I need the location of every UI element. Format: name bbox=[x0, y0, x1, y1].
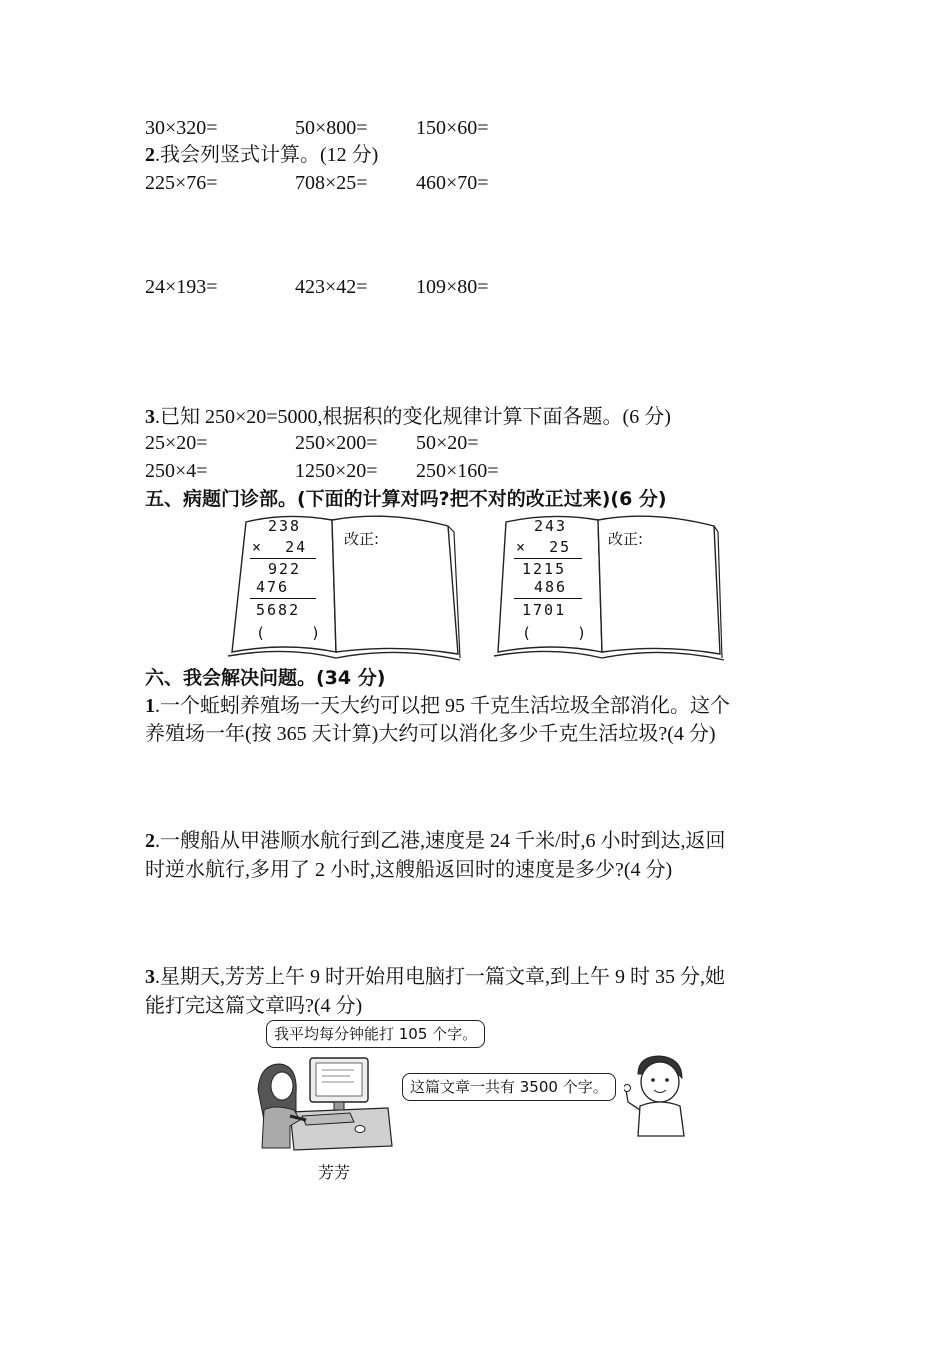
expression: 24×193= bbox=[145, 276, 218, 298]
girl-at-computer-illustration bbox=[250, 1050, 400, 1155]
expression: 50×800= bbox=[295, 117, 368, 139]
answer-paren[interactable]: ( ) bbox=[256, 624, 323, 642]
question-number: 2 bbox=[145, 144, 155, 166]
calc-line: 476 bbox=[256, 578, 290, 596]
girl-name-caption: 芳芳 bbox=[318, 1163, 351, 1182]
expression: 460×70= bbox=[416, 172, 489, 194]
question-number: 3 bbox=[145, 406, 155, 428]
expression: 25×20= bbox=[145, 432, 208, 454]
expression: 250×200= bbox=[295, 432, 378, 454]
calc-line: 1215 bbox=[522, 560, 567, 578]
question-number: 2 bbox=[145, 830, 155, 852]
problem-text: .一个蚯蚓养殖场一天大约可以把 95 千克生活垃圾全部消化。这个 bbox=[155, 695, 730, 717]
section-6-heading: 六、我会解决问题。(34 分) bbox=[145, 667, 386, 689]
problem-text: .一艘船从甲港顺水航行到乙港,速度是 24 千米/时,6 小时到达,返回 bbox=[155, 830, 726, 852]
calc-divider bbox=[250, 598, 316, 599]
expression: 225×76= bbox=[145, 172, 218, 194]
expression: 250×4= bbox=[145, 460, 208, 482]
open-book-1 bbox=[226, 512, 462, 664]
section-5-heading: 五、病题门诊部。(下面的计算对吗?把不对的改正过来)(6 分) bbox=[145, 488, 667, 510]
calc-divider bbox=[514, 598, 582, 599]
expression: 30×320= bbox=[145, 117, 218, 139]
problem-text: .星期天,芳芳上午 9 时开始用电脑打一篇文章,到上午 9 时 35 分,她 bbox=[155, 966, 725, 988]
calc-line: 1701 bbox=[522, 601, 567, 619]
question-2-title bbox=[145, 142, 378, 168]
open-book-2 bbox=[492, 512, 728, 664]
answer-paren[interactable]: ( ) bbox=[522, 624, 589, 642]
expression: 150×60= bbox=[416, 117, 489, 139]
expression: 1250×20= bbox=[295, 460, 378, 482]
calc-line: 922 bbox=[268, 560, 302, 578]
expression: 708×25= bbox=[295, 172, 368, 194]
calc-line: × 25 bbox=[516, 538, 572, 556]
expression: 250×160= bbox=[416, 460, 499, 482]
expression: 109×80= bbox=[416, 276, 489, 298]
problem-1-line-1 bbox=[145, 693, 730, 719]
problem-2-line-2: 时逆水航行,多用了 2 小时,这艘船返回时的速度是多少?(4 分) bbox=[145, 859, 673, 881]
calc-line: 243 bbox=[534, 517, 568, 535]
question-3-title bbox=[145, 404, 671, 430]
problem-2-line-1 bbox=[145, 828, 726, 854]
question-text: .我会列竖式计算。(12 分) bbox=[155, 144, 379, 166]
calc-line: 5682 bbox=[256, 601, 301, 619]
girl-speech-bubble: 我平均每分钟能打 105 个字。 bbox=[266, 1020, 485, 1048]
boy-illustration bbox=[624, 1052, 694, 1138]
calc-line: × 24 bbox=[252, 538, 308, 556]
calc-line: 486 bbox=[534, 578, 568, 596]
problem-1-line-2: 养殖场一年(按 365 天计算)大约可以消化多少千克生活垃圾?(4 分) bbox=[145, 723, 716, 745]
correction-label: 改正: bbox=[608, 530, 644, 548]
problem-3-line-2: 能打完这篇文章吗?(4 分) bbox=[145, 995, 363, 1017]
problem-3-line-1 bbox=[145, 964, 725, 990]
boy-speech-bubble: 这篇文章一共有 3500 个字。 bbox=[402, 1073, 616, 1101]
expression: 50×20= bbox=[416, 432, 479, 454]
expression: 423×42= bbox=[295, 276, 368, 298]
question-text: .已知 250×20=5000,根据积的变化规律计算下面各题。(6 分) bbox=[155, 406, 671, 428]
question-number: 1 bbox=[145, 695, 155, 717]
question-number: 3 bbox=[145, 966, 155, 988]
calc-line: 238 bbox=[268, 517, 302, 535]
correction-label: 改正: bbox=[344, 530, 380, 548]
